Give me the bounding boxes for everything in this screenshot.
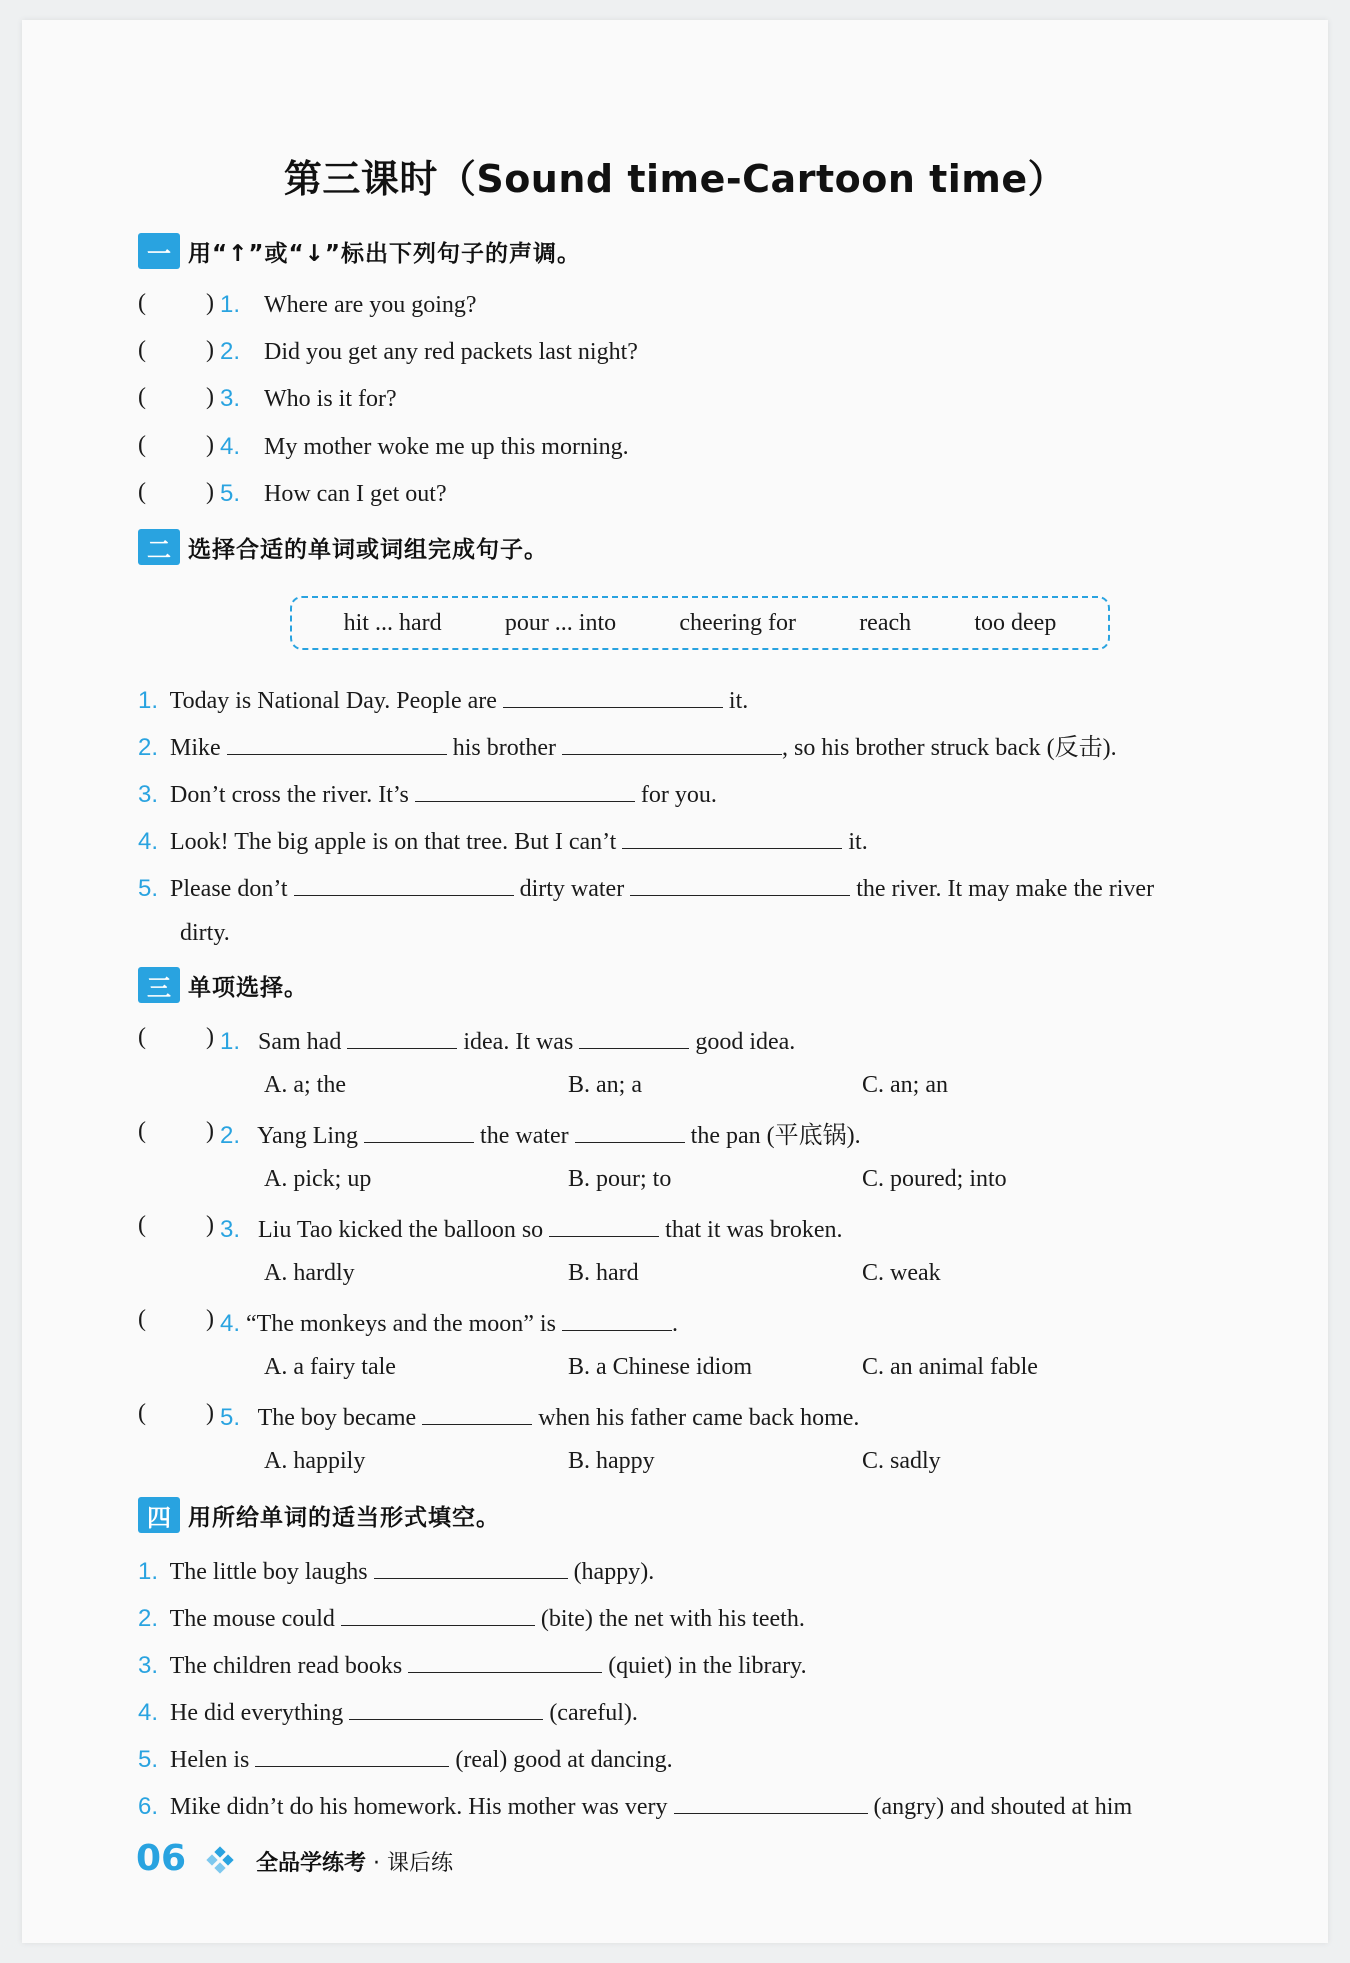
question-number: 3. <box>138 1652 159 1679</box>
answer-blank[interactable] <box>349 1695 543 1720</box>
answer-blank[interactable] <box>227 730 447 755</box>
answer-paren-right: ) <box>206 1118 214 1144</box>
question-number: 5. <box>220 480 241 507</box>
question-number: 5. <box>138 875 159 902</box>
question-number: 5. <box>138 1746 159 1773</box>
question-number: 2. <box>220 338 241 365</box>
option-b[interactable]: B. a Chinese idiom <box>568 1354 752 1380</box>
section1-title: 用“↑”或“↓”标出下列句子的声调。 <box>188 240 582 267</box>
answer-blank[interactable] <box>294 871 514 896</box>
answer-blank[interactable] <box>341 1601 535 1626</box>
question-text: He did everything <box>170 1700 344 1726</box>
answer-blank[interactable] <box>579 1024 689 1049</box>
question-text: (happy). <box>573 1559 655 1585</box>
answer-paren-right: ) <box>206 1024 214 1050</box>
answer-paren-right: ) <box>206 1212 214 1238</box>
section3-question <box>220 1212 842 1245</box>
question-text: (quiet) in the library. <box>608 1653 807 1679</box>
section4-item <box>138 1789 1132 1822</box>
question-text: My mother woke me up this morning. <box>264 434 629 460</box>
question-text: . <box>671 1311 678 1337</box>
answer-paren-right: ) <box>206 1306 214 1332</box>
question-number: 2. <box>138 1605 159 1632</box>
option-c[interactable]: C. sadly <box>862 1448 941 1474</box>
section2-item <box>138 777 717 810</box>
answer-blank[interactable] <box>622 824 842 849</box>
option-c[interactable]: C. poured; into <box>862 1166 1007 1192</box>
option-a[interactable]: A. a; the <box>264 1072 346 1098</box>
option-a[interactable]: A. pick; up <box>264 1166 372 1192</box>
question-number: 3. <box>220 385 241 412</box>
page-number: 06 <box>136 1838 187 1879</box>
question-text: Don’t cross the river. It’s <box>170 782 409 808</box>
question-text: Today is National Day. People are <box>169 688 497 714</box>
answer-blank[interactable] <box>674 1789 868 1814</box>
option-a[interactable]: A. a fairy tale <box>264 1354 396 1380</box>
answer-blank[interactable] <box>255 1742 449 1767</box>
question-text: that it was broken. <box>665 1217 843 1243</box>
question-text: Did you get any red packets last night? <box>264 339 638 365</box>
option-a[interactable]: A. happily <box>264 1448 366 1474</box>
answer-blank[interactable] <box>415 777 635 802</box>
section4-item <box>138 1695 638 1728</box>
question-text: (careful). <box>549 1700 638 1726</box>
answer-blank[interactable] <box>575 1118 685 1143</box>
brand-separator: · <box>373 1851 381 1876</box>
option-b[interactable]: B. happy <box>568 1448 655 1474</box>
question-text: the pan (平底锅). <box>690 1123 861 1149</box>
question-number: 4. <box>138 1699 159 1726</box>
section4-title: 用所给单词的适当形式填空。 <box>188 1504 500 1531</box>
section2-item <box>138 683 748 716</box>
answer-paren-left: ( <box>138 290 146 316</box>
section4-item <box>138 1648 807 1681</box>
question-text-continued: dirty. <box>180 920 230 946</box>
question-text: it. <box>848 829 868 855</box>
answer-paren-right: ) <box>206 384 214 410</box>
answer-paren-left: ( <box>138 337 146 363</box>
question-text: when his father came back home. <box>538 1405 860 1431</box>
question-text: The mouse could <box>169 1606 335 1632</box>
question-number: 1. <box>220 1028 241 1055</box>
answer-blank[interactable] <box>549 1212 659 1237</box>
answer-blank[interactable] <box>503 683 723 708</box>
question-text: The children read books <box>169 1653 403 1679</box>
question-number: 2. <box>220 1122 241 1149</box>
answer-paren-right: ) <box>206 479 214 505</box>
answer-blank[interactable] <box>422 1400 532 1425</box>
section1-badge: 一 <box>138 233 180 269</box>
question-text: Look! The big apple is on that tree. But I can’t <box>170 829 617 855</box>
section2-item <box>138 824 868 857</box>
question-text: Liu Tao kicked the balloon so <box>258 1217 544 1243</box>
answer-paren-right: ) <box>206 290 214 316</box>
word-bank-item: cheering for <box>679 609 796 636</box>
question-text: dirty water <box>519 876 625 902</box>
question-text: (real) good at dancing. <box>455 1747 673 1773</box>
question-text: Mike <box>170 735 221 761</box>
section3-question <box>220 1118 861 1151</box>
question-number: 4. <box>220 433 241 460</box>
question-text: Mike didn’t do his homework. His mother was very <box>170 1794 668 1820</box>
diamond-logo-icon <box>206 1846 234 1874</box>
answer-blank[interactable] <box>347 1024 457 1049</box>
answer-blank[interactable] <box>408 1648 602 1673</box>
section4-header <box>138 1496 500 1534</box>
section2-badge: 二 <box>138 529 180 565</box>
section4-item <box>138 1554 654 1587</box>
option-a[interactable]: A. hardly <box>264 1260 355 1286</box>
answer-paren-left: ( <box>138 479 146 505</box>
section3-question <box>220 1024 795 1057</box>
answer-paren-left: ( <box>138 1212 146 1238</box>
question-number: 6. <box>138 1793 159 1820</box>
word-bank <box>290 596 1110 650</box>
question-text: The little boy laughs <box>169 1559 368 1585</box>
question-number: 2. <box>138 734 159 761</box>
question-text: (angry) and shouted at him <box>873 1794 1133 1820</box>
section3-header <box>138 966 308 1004</box>
question-number: 1. <box>220 291 241 318</box>
question-text: The boy became <box>257 1405 417 1431</box>
option-c[interactable]: C. an; an <box>862 1072 948 1098</box>
question-text: How can I get out? <box>264 481 447 507</box>
answer-paren-right: ) <box>206 337 214 363</box>
section3-title: 单项选择。 <box>188 974 308 1001</box>
section2-item <box>138 871 1154 904</box>
brand-name: 全品学练考 <box>256 1851 367 1876</box>
question-text: for you. <box>640 782 717 808</box>
word-bank-item: pour ... into <box>504 609 617 636</box>
section3-question <box>220 1400 859 1433</box>
section3-badge: 三 <box>138 967 180 1003</box>
section3-question <box>220 1306 678 1339</box>
section2-item <box>138 730 1117 763</box>
question-text: it. <box>728 688 749 714</box>
answer-blank[interactable] <box>630 871 850 896</box>
question-number: 4. <box>220 1310 241 1337</box>
answer-paren-left: ( <box>138 1118 146 1144</box>
question-text: the water <box>480 1123 569 1149</box>
question-number: 1. <box>138 687 159 714</box>
section4-item <box>138 1742 673 1775</box>
question-text: Please don’t <box>170 876 288 902</box>
section2-header <box>138 528 548 566</box>
option-c[interactable]: C. an animal fable <box>862 1354 1038 1380</box>
question-number: 4. <box>138 828 159 855</box>
section1-header <box>138 232 581 270</box>
answer-paren-right: ) <box>206 1400 214 1426</box>
question-text: idea. It was <box>463 1029 574 1055</box>
question-text: , so his brother struck back (反击). <box>782 735 1117 761</box>
option-b[interactable]: B. pour; to <box>568 1166 672 1192</box>
question-text: Yang Ling <box>257 1123 359 1149</box>
question-text: “The monkeys and the moon” is <box>246 1311 556 1337</box>
option-b[interactable]: B. an; a <box>568 1072 642 1098</box>
word-bank-item: too deep <box>974 609 1057 636</box>
answer-blank[interactable] <box>562 730 782 755</box>
word-bank-item: reach <box>859 609 912 636</box>
question-number: 3. <box>138 781 159 808</box>
word-bank-item: hit ... hard <box>343 609 442 636</box>
section2-title: 选择合适的单词或词组完成句子。 <box>188 536 548 563</box>
question-number: 3. <box>220 1216 241 1243</box>
footer-brand <box>256 1846 453 1877</box>
question-text: Where are you going? <box>264 292 477 318</box>
question-text: Who is it for? <box>264 386 397 412</box>
answer-paren-left: ( <box>138 432 146 458</box>
page-title: 第三课时（Sound time-Cartoon time） <box>283 157 1067 201</box>
question-text: good idea. <box>695 1029 796 1055</box>
option-c[interactable]: C. weak <box>862 1260 941 1286</box>
answer-blank[interactable] <box>374 1554 568 1579</box>
answer-paren-left: ( <box>138 1024 146 1050</box>
section4-item <box>138 1601 805 1634</box>
question-text: Helen is <box>170 1747 250 1773</box>
section4-badge: 四 <box>138 1497 180 1533</box>
brand-subtitle: 课后练 <box>387 1851 454 1876</box>
answer-paren-left: ( <box>138 384 146 410</box>
option-b[interactable]: B. hard <box>568 1260 639 1286</box>
worksheet-page <box>22 20 1328 1943</box>
answer-paren-left: ( <box>138 1306 146 1332</box>
question-text: the river. It may make the river <box>856 876 1155 902</box>
question-text: his brother <box>452 735 556 761</box>
question-number: 5. <box>220 1404 241 1431</box>
answer-paren-left: ( <box>138 1400 146 1426</box>
question-text: (bite) the net with his teeth. <box>540 1606 805 1632</box>
answer-blank[interactable] <box>562 1306 672 1331</box>
question-text: Sam had <box>258 1029 342 1055</box>
answer-paren-right: ) <box>206 432 214 458</box>
answer-blank[interactable] <box>364 1118 474 1143</box>
question-number: 1. <box>138 1558 159 1585</box>
